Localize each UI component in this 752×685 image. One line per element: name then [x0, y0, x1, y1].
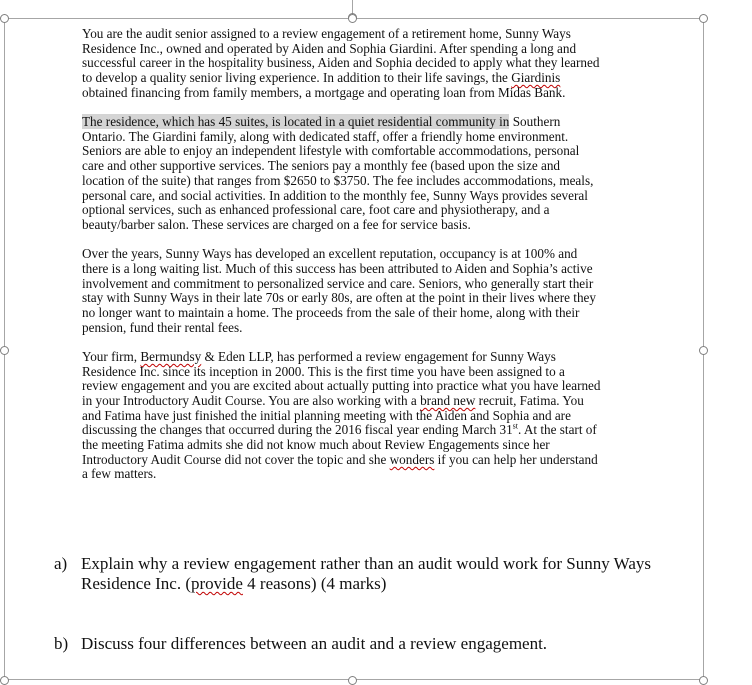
superscript: st — [512, 421, 519, 431]
resize-handle-top-right[interactable] — [699, 14, 708, 23]
spellcheck-word: brand new — [420, 392, 476, 408]
paragraph-2 — [82, 115, 602, 233]
paragraph-3-text: Over the years, Sunny Ways has developed an excellent reputation, occupancy is at 100% and there is a long waiting list. Much of this success has been attributed to Aiden and Sophia’s active involvement and commitment to personalized service and care. Seniors, who generally start their stay with Sunny Ways in their late 70s or early 80s, are often at the point in their lives where they no longer want to maintain a home. The proceeds from the sale of their home, along with their pension, fund their rental fees. — [82, 246, 596, 335]
paragraph-1-text: You are the audit senior assigned to a review engagement of a retirement home, Sunny Ways Residence Inc., owned and operated by Aiden and Sophia Giardini. After spending a long and successful career in the hospitality business, Aiden and Sophia decided to apply what they learned to develop a quality senior living experience. In addition to their life savings, the — [82, 26, 600, 86]
paragraph-4-text: Your firm, — [82, 348, 141, 364]
paragraph-2-text: Southern Ontario. The Giardini family, along with dedicated staff, offer a friendly home environment. Seniors are able to enjoy an independent lifestyle with comfortable accommodations, personal care and other supportive services. The seniors pay a monthly fee (based upon the size and location of the suite) that ranges from $2650 to $3750. The fee includes accommodations, meals, personal care, and social activities. In addition to the monthly fee, Sunny Ways provides several optional services, such as enhanced professional care, foot care and physiotherapy, and a beauty/barber salon. These services are charged on a fee for service basis. — [82, 114, 594, 232]
paragraph-3 — [82, 247, 602, 335]
resize-handle-right[interactable] — [699, 346, 708, 355]
paragraph-4 — [82, 350, 602, 482]
spellcheck-word: provide — [190, 574, 243, 593]
question-a-label: a) — [54, 554, 68, 573]
question-a-text-end: 4 reasons) (4 marks) — [242, 574, 387, 593]
case-text[interactable] — [82, 27, 602, 497]
paragraph-4-text: & Eden LLP, has performed a review engagement for Sunny Ways Residence Inc. since its inception in 2000. This is the first time you have been assigned to a review engagement and you are excited about actually putting into practice what you have learned in your Introductory Audit Course. You are also working with a — [82, 348, 601, 408]
resize-handle-top-left[interactable] — [0, 14, 9, 23]
resize-handle-left[interactable] — [0, 346, 9, 355]
paragraph-1-text-end: obtained financing from family members, a mortgage and operating loan from Midas Bank. — [82, 84, 566, 100]
spellcheck-word: wonders — [389, 451, 435, 467]
spellcheck-word: Giardinis — [511, 70, 561, 86]
paragraph-4-text: recruit, Fatima. You and Fatima have just finished the initial planning meeting with the Aiden and Sophia and are discussing the changes that occurred during the 2016 fiscal year ending March 31 — [82, 392, 584, 438]
paragraph-4-text-end: if you can help her understand a few matters. — [82, 451, 598, 482]
paragraph-4-text: . At the start of the meeting Fatima admits she did not know much about Review Engagements since her Introductory Audit Course did not cover the topic and she — [82, 422, 597, 467]
highlighted-text: The residence, which has 45 suites, is located in a quiet residential community in — [82, 114, 510, 130]
question-b-text: Discuss four differences between an audit and a review engagement. — [81, 634, 548, 653]
resize-handle-top[interactable] — [348, 14, 357, 23]
question-b-label: b) — [54, 634, 69, 653]
question-b — [54, 634, 694, 654]
question-a-text — [81, 554, 694, 594]
spellcheck-word: Bermundsy — [140, 348, 202, 364]
question-a — [54, 554, 694, 594]
paragraph-1 — [82, 27, 602, 101]
question-a-text-start: Explain why a review engagement rather than an audit would work for Sunny Ways Residence Inc. ( — [81, 554, 652, 593]
